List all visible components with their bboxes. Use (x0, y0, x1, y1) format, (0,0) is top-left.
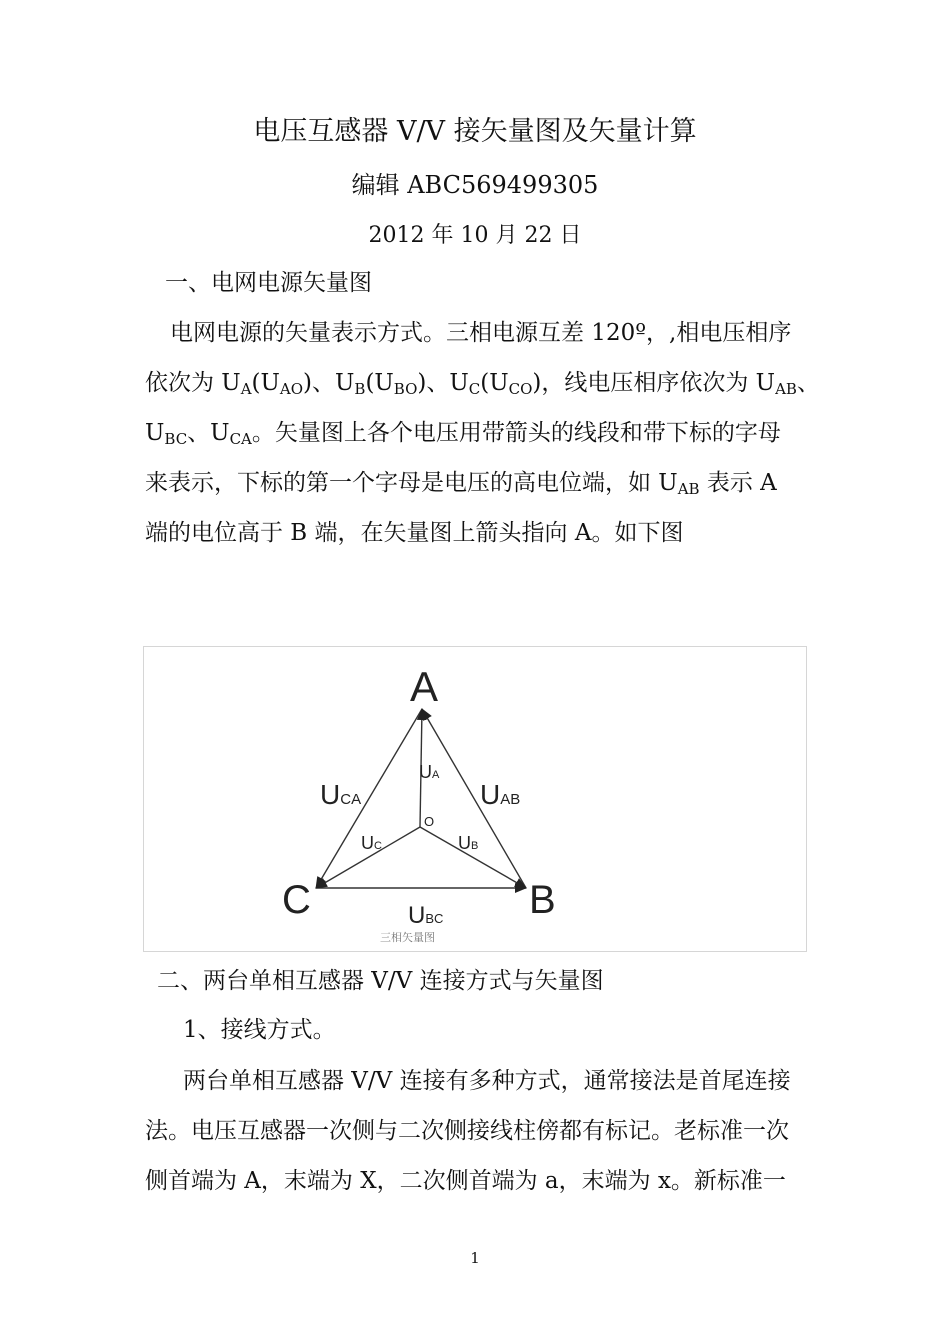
figure-caption: 三相矢量图 (380, 932, 435, 944)
vertex-a-label: A (410, 663, 439, 710)
p1-line-4: 来表示，下标的第一个字母是电压的高电位端，如 $U_{AB}$ 表示 A (145, 470, 777, 498)
ubc-label: UBC (408, 902, 444, 929)
vector-diagram-figure (143, 646, 807, 952)
ub-label: UB (458, 833, 479, 853)
page-title: 电压互感器 V/V 接矢量图及矢量计算 (253, 116, 697, 147)
p2-line-3: 侧首端为 A，末端为 X，二次侧首端为 a，末端为 x。新标准一 (145, 1168, 786, 1194)
vertex-b-label: B (529, 878, 556, 922)
section-heading-2: 二、两台单相互感器 V/V 连接方式与矢量图 (157, 968, 604, 994)
uca-label: UCA (320, 779, 362, 810)
uab-label: UAB (480, 779, 521, 810)
editor-line: 编辑 ABC569499305 (351, 171, 599, 199)
date-line: 2012 年 10 月 22 日 (368, 223, 582, 248)
p1-line-2: 依次为 $U_A(U_{AO})$、$U_B(U_{BO})$、$U_C(U_{CO})$，线电压相序依次为 $U_{AB}$、 (145, 370, 820, 398)
center-o-label: O (424, 814, 435, 829)
p1-line-1: 电网电源的矢量表示方式。三相电源互差 120º，,相电压相序 (170, 320, 792, 346)
page-number: 1 (470, 1249, 480, 1267)
uc-label: UC (361, 833, 382, 853)
vector-ub (420, 827, 526, 888)
p2-line-2: 法。电压互感器一次侧与二次侧接线柱傍都有标记。老标准一次 (145, 1118, 789, 1144)
p2-line-1: 两台单相互感器 V/V 连接有多种方式，通常接法是首尾连接 (183, 1068, 791, 1094)
vector-diagram (144, 647, 806, 951)
p1-line-3: $U_{BC}$、$U_{CA}$。矢量图上各个电压用带箭头的线段和带下标的字母 (145, 420, 781, 448)
p1-line-5: 端的电位高于 B 端，在矢量图上箭头指向 A。如下图 (145, 520, 684, 546)
vertex-c-label: C (282, 878, 311, 922)
section-heading-1: 一、电网电源矢量图 (165, 270, 372, 296)
sub-heading-1: 1、接线方式。 (183, 1017, 336, 1043)
ua-label: UA (419, 762, 440, 782)
